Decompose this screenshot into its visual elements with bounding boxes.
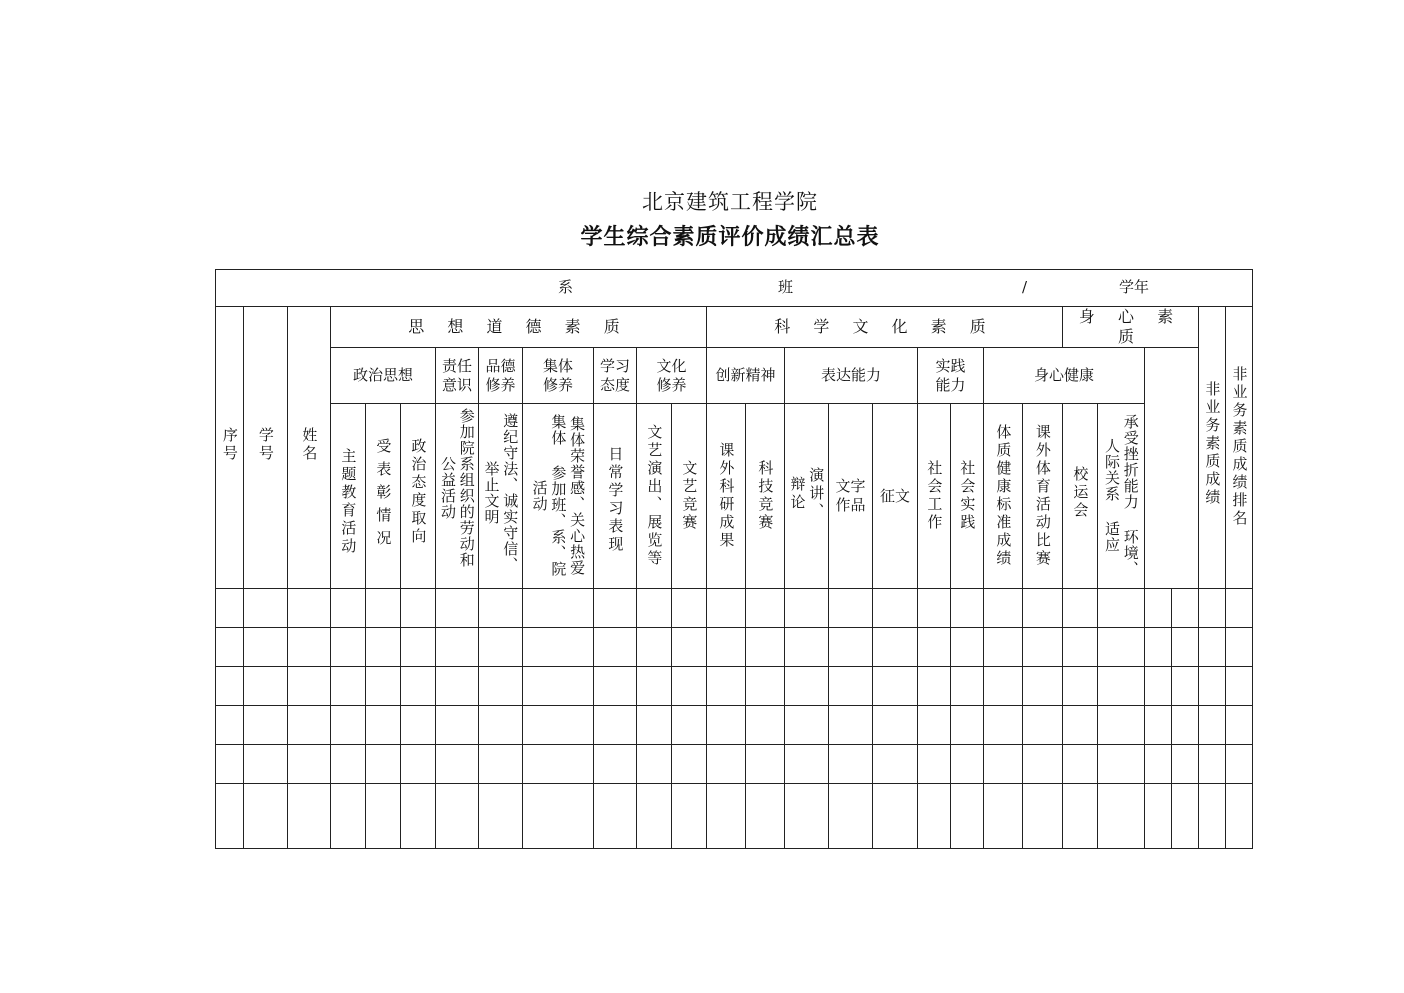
group-science: 科 学 文 化 素 质 bbox=[707, 307, 1063, 348]
table-row bbox=[216, 783, 1253, 848]
table-row bbox=[216, 744, 1253, 783]
col-student-id: 学号 bbox=[244, 307, 288, 589]
table-row bbox=[216, 705, 1253, 744]
col-non-prof-rank: 非业务素质成绩排名 bbox=[1226, 307, 1253, 589]
evaluation-summary-table bbox=[215, 269, 1253, 849]
cat-health: 身心健康 bbox=[984, 348, 1145, 404]
item-political-attitude: 政治态度取向 bbox=[401, 404, 436, 589]
cat-political: 政治思想 bbox=[331, 348, 436, 404]
item-games: 校运会 bbox=[1063, 404, 1098, 589]
class-label: 班 bbox=[778, 278, 794, 296]
school-year-label: 学年 bbox=[1119, 278, 1150, 296]
cat-innovation: 创新精神 bbox=[707, 348, 785, 404]
cat-character: 品德修养 bbox=[479, 348, 523, 404]
item-sports: 课外体育活动比赛 bbox=[1023, 404, 1063, 589]
item-essay: 征文 bbox=[873, 404, 918, 589]
item-adapt: 承受挫折能力 环境、人际关系 适应 bbox=[1098, 404, 1145, 589]
group-moral: 思 想 道 德 素 质 bbox=[331, 307, 707, 348]
header-row-groups bbox=[216, 307, 1253, 348]
item-speech: 演讲、辩论 bbox=[785, 404, 829, 589]
item-daily: 日常学习表现 bbox=[594, 404, 637, 589]
group-body: 身 心 素 质 bbox=[1063, 307, 1199, 348]
dept-label: 系 bbox=[558, 278, 574, 296]
table-row bbox=[216, 666, 1253, 705]
item-labor: 参加院系组织的劳动和公益活动 bbox=[436, 404, 479, 589]
header-row-items bbox=[216, 404, 1253, 589]
item-perform: 文艺演出、展览等 bbox=[637, 404, 672, 589]
header-row-categories bbox=[216, 348, 1253, 404]
col-seq: 序号 bbox=[216, 307, 244, 589]
item-fitness: 体质健康标准成绩 bbox=[984, 404, 1023, 589]
cat-culture: 文化修养 bbox=[637, 348, 707, 404]
cat-collective: 集体修养 bbox=[523, 348, 594, 404]
table-row bbox=[216, 588, 1253, 627]
item-social-work: 社会工作 bbox=[918, 404, 951, 589]
item-law: 遵纪守法、诚实守信、举止文明 bbox=[479, 404, 523, 589]
info-row bbox=[216, 270, 1253, 307]
table-title: 学生综合素质评价成绩汇总表 bbox=[580, 224, 880, 250]
item-contest: 文艺竞赛 bbox=[672, 404, 707, 589]
cat-expression: 表达能力 bbox=[785, 348, 918, 404]
col-non-prof-score: 非业务素质成绩 bbox=[1199, 307, 1226, 589]
item-research: 课外科研成果 bbox=[707, 404, 746, 589]
cat-responsibility: 责任意识 bbox=[436, 348, 479, 404]
item-theme-edu: 主题教育活动 bbox=[331, 404, 366, 589]
table-row bbox=[216, 627, 1253, 666]
item-writing: 文字作品 bbox=[829, 404, 873, 589]
item-awards: 受表彰情况 bbox=[366, 404, 401, 589]
item-tech: 科技竞赛 bbox=[746, 404, 785, 589]
item-collective: 集体荣誉感、关心热爱集体 参加班、系、院活动 bbox=[523, 404, 594, 589]
item-social-practice: 社会实践 bbox=[951, 404, 984, 589]
col-name: 姓名 bbox=[288, 307, 331, 589]
cat-practice: 实践能力 bbox=[918, 348, 984, 404]
year-slash: / bbox=[1022, 278, 1028, 296]
institution-title: 北京建筑工程学院 bbox=[642, 190, 818, 214]
cat-attitude: 学习态度 bbox=[594, 348, 637, 404]
